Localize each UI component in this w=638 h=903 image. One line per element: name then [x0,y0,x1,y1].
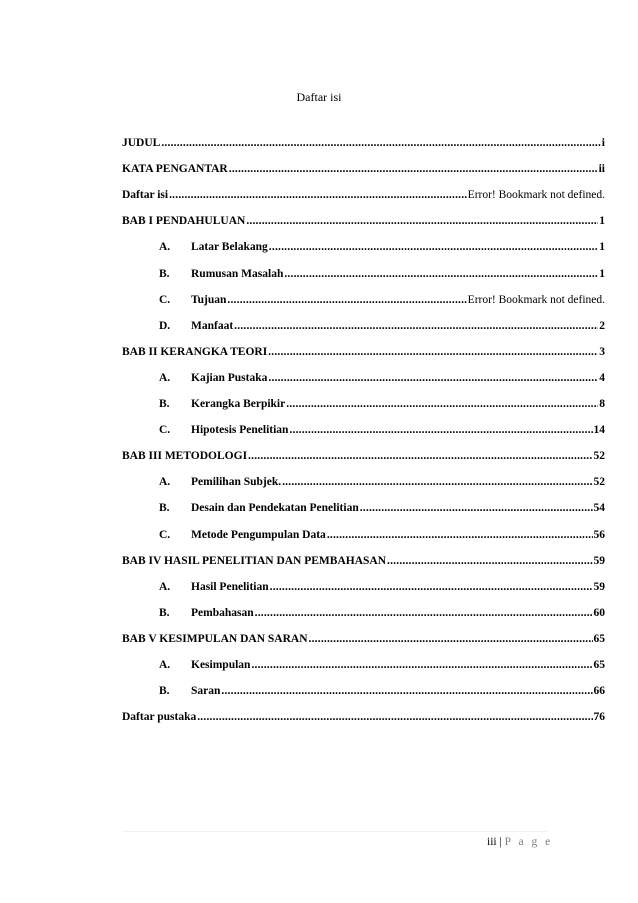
toc-entry-page: i [601,137,605,149]
toc-entry-label: KATA PENGANTAR [122,163,228,175]
toc-leader-dots [227,294,466,306]
toc-entry-page: 65 [593,659,605,671]
toc-entry-label: BAB III METODOLOGI [122,450,248,462]
toc-entry-label: BAB I PENDAHULUAN [122,215,246,227]
toc-leader-dots [268,346,598,358]
toc-entry[interactable] [159,607,605,623]
toc-entry-label: Desain dan Pendekatan Penelitian [191,502,359,514]
toc-entry-page: 1 [599,268,605,280]
toc-leader-dots [234,320,598,332]
toc-entry-label: BAB IV HASIL PENELITIAN DAN PEMBAHASAN [122,555,387,567]
toc-leader-dots [169,189,467,201]
toc-leader-dots [229,163,598,175]
toc-entry-label: Kerangka Berpikir [191,398,286,410]
toc-leader-dots [282,476,592,488]
toc-entry-label: Rumusan Masalah [191,268,284,280]
toc-leader-dots [309,633,593,645]
toc-entry[interactable] [122,346,605,362]
toc-entry-page: Error! Bookmark not defined. [467,189,605,201]
footer-separator: | [499,836,502,848]
toc-leader-dots [255,607,593,619]
toc-entry-number: A. [159,372,171,384]
toc-entry[interactable] [159,581,605,597]
toc-entry[interactable] [159,372,605,388]
toc-entry-page: 1 [599,241,605,253]
toc-entry-label: Metode Pengumpulan Data [191,529,326,541]
toc-entry-label: Manfaat [191,320,234,332]
toc-leader-dots [269,241,598,253]
toc-entry-page: 59 [593,581,605,593]
toc-entry-page: 56 [593,529,605,541]
toc-entry-number: B. [159,268,170,280]
toc-entry-label: Hipotesis Penelitian [191,424,289,436]
toc-entry[interactable] [122,711,605,727]
toc-entry-label: Daftar isi [122,189,169,201]
footer-divider [122,831,547,832]
toc-entry[interactable] [122,555,605,571]
toc-entry-page: ii [598,163,605,175]
toc-leader-dots [387,555,592,567]
toc-entry-number: A. [159,476,171,488]
toc-entry-page: 52 [593,450,605,462]
toc-entry-number: B. [159,398,170,410]
toc-leader-dots [268,372,598,384]
toc-entry[interactable] [122,633,605,649]
toc-entry[interactable] [159,685,605,701]
toc-entry-number: C. [159,424,171,436]
toc-entry-number: C. [159,529,171,541]
toc-entry-label: Daftar pustaka [122,711,197,723]
toc-entry-number: B. [159,607,170,619]
toc-leader-dots [360,502,593,514]
toc-entry[interactable] [122,215,605,231]
toc-entry-page: 59 [593,555,605,567]
toc-entry-label: Kajian Pustaka [191,372,268,384]
toc-entry-page: 14 [593,424,605,436]
toc-entry-page: 3 [599,346,605,358]
toc-entry-label: Kesimpulan [191,659,251,671]
toc-entry[interactable] [159,659,605,675]
toc-leader-dots [251,659,592,671]
toc-leader-dots [286,398,598,410]
toc-entry[interactable] [159,294,605,310]
toc-entry-number: A. [159,241,171,253]
toc-entry-page: 76 [593,711,605,723]
toc-entry-page: 52 [593,476,605,488]
toc-entry[interactable] [159,476,605,492]
toc-entry-page: 66 [593,685,605,697]
toc-entry-page: 8 [599,398,605,410]
toc-entry-number: B. [159,685,170,697]
toc-leader-dots [284,268,598,280]
toc-entry-label: BAB V KESIMPULAN DAN SARAN [122,633,308,645]
toc-entry-page: 54 [593,502,605,514]
toc-leader-dots [327,529,593,541]
toc-entry-label: Hasil Penelitian [191,581,269,593]
toc-leader-dots [161,137,600,149]
toc-entry[interactable] [159,398,605,414]
footer-page-word: P a g e [504,836,553,848]
toc-entry-page: 60 [593,607,605,619]
page-footer [487,836,553,848]
toc-leader-dots [197,711,592,723]
toc-leader-dots [246,215,598,227]
toc-entry-number: C. [159,294,171,306]
toc-entry-label: JUDUL [122,137,161,149]
toc-entry-number: A. [159,581,171,593]
toc-entry[interactable] [122,450,605,466]
toc-entry-label: Saran [191,685,221,697]
toc-entry-number: B. [159,502,170,514]
toc-entry-page: 1 [599,215,605,227]
toc-entry-page: 2 [599,320,605,332]
toc-entry[interactable] [122,137,605,153]
toc-entry[interactable] [159,241,605,257]
toc-leader-dots [270,581,593,593]
toc-leader-dots [248,450,592,462]
toc-entry-label: Pemilihan Subjek. [191,476,282,488]
toc-entry-label: Pembahasan [191,607,254,619]
toc-leader-dots [221,685,592,697]
toc-leader-dots [289,424,592,436]
footer-page-number: iii [487,836,497,848]
page-title: Daftar isi [296,90,342,104]
toc-entry[interactable] [159,502,605,518]
toc-entry-label: BAB II KERANGKA TEORI [122,346,268,358]
toc-entry-page: 65 [593,633,605,645]
toc-entry-page: 4 [599,372,605,384]
toc-entry[interactable] [159,424,605,440]
toc-entry[interactable] [159,529,605,545]
toc-entry[interactable] [159,320,605,336]
toc-entry[interactable] [122,163,605,179]
toc-entry[interactable] [159,268,605,284]
toc-entry-page: Error! Bookmark not defined. [467,294,605,306]
toc-entry-label: Tujuan [191,294,227,306]
toc-entry[interactable] [122,189,605,205]
toc-entry-label: Latar Belakang [191,241,268,253]
toc-entry-number: A. [159,659,171,671]
toc-entry-number: D. [159,320,171,332]
